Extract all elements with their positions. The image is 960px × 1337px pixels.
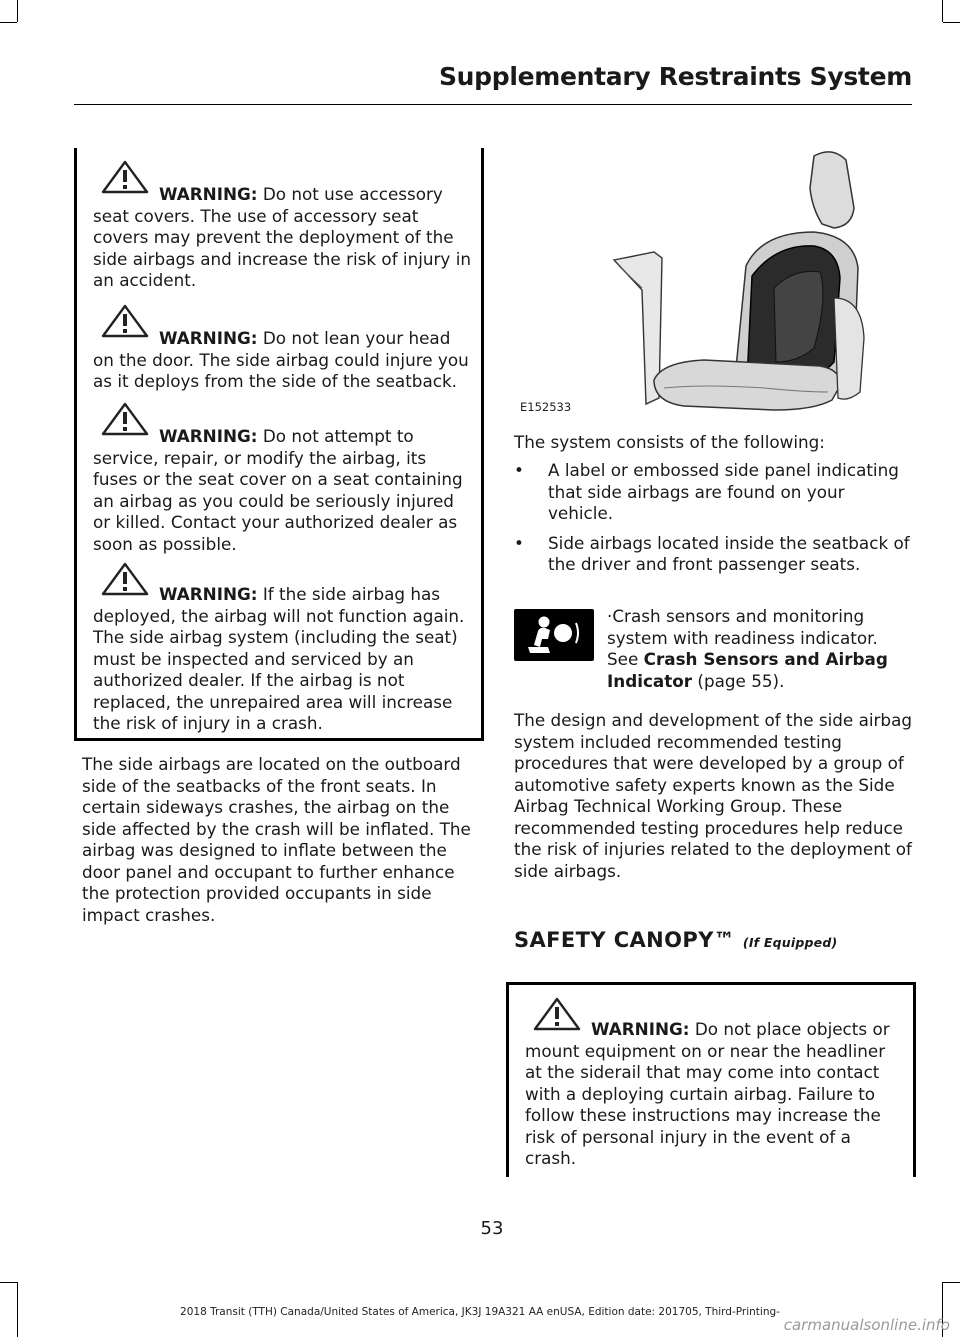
list-item (514, 460, 914, 525)
crop-mark (17, 0, 18, 22)
warning-text: on the door. The side airbag could injure you as it deploys from the side of the seatback. (93, 349, 469, 391)
footer-text: 2018 Transit (TTH) Canada/United States of America, JK3J 19A321 AA enUSA, Edition date: 201705, Third-Printing- (180, 1306, 780, 1318)
design-paragraph: The design and development of the side airbag system included recommended testing procedures that were developed by a group of automotive safety experts known as the Side Airbag Technical Working Group. These recommended testing procedures help reduce the risk of injuries related to the deployment of side airbags. (514, 710, 913, 881)
warning-first-line: Do not lean your head (262, 328, 451, 348)
list-item (514, 533, 914, 576)
warning-item (93, 584, 475, 735)
warning-label: WARNING: (591, 1019, 690, 1039)
warning-label: WARNING: (159, 184, 258, 204)
section-qualifier: (If Equipped) (742, 935, 838, 950)
warning-first-line: Do not place objects or (694, 1019, 890, 1039)
crop-mark (942, 0, 943, 22)
warning-item (93, 426, 475, 555)
warning-box (74, 148, 484, 741)
page-reference: (page 55). (697, 670, 785, 691)
warning-text: deployed, the airbag will not function again. The side airbag system (including the seat) must be inspected and serviced by an authorized dealer. If the airbag is not replaced, the unrepaired area will increase the risk of injury in a crash. (93, 605, 465, 733)
warning-first-line: Do not use accessory (262, 184, 443, 204)
page-title: Supplementary Restraints System (438, 62, 912, 91)
warning-first-line: If the side airbag has (262, 584, 441, 604)
warning-box (506, 982, 916, 1177)
crop-mark (943, 1282, 960, 1283)
list-item-text: A label or embossed side panel indicating that side airbags are found on your vehicle. (548, 460, 899, 523)
bullet-marker: • (514, 460, 524, 480)
bullet-marker: • (514, 532, 524, 553)
side-airbag-location-paragraph: The side airbags are located on the outboard side of the seatbacks of the front seats. In certain sideways crashes, the airbag on the side affected by the crash will be inflated. The airbag was designed to inflate between the door panel and occupant to further enhance the protection provided occupants in side impact crashes. (82, 754, 471, 925)
warning-first-line: Do not attempt to (262, 426, 414, 446)
warning-text: mount equipment on or near the headliner at the siderail that may come into contact with a deploying curtain airbag. Failure to follow these instructions may increase the risk of personal injury in the event of a crash. (525, 1040, 886, 1168)
warning-item (93, 328, 475, 393)
crop-mark (943, 22, 960, 23)
warning-item (93, 184, 475, 292)
warning-label: WARNING: (159, 426, 258, 446)
watermark: carmanualsonline.info (783, 1316, 950, 1334)
figure-code: E152533 (520, 400, 572, 414)
seat-airbag-illustration (514, 148, 914, 416)
warning-item (525, 1019, 907, 1170)
crash-sensor-link[interactable]: Crash Sensors and Airbag Indicator (607, 649, 888, 691)
section-title: SAFETY CANOPY™ (514, 928, 736, 952)
section-heading (514, 928, 837, 952)
crop-mark (0, 1282, 17, 1283)
header-rule (74, 104, 912, 105)
warning-text: seat covers. The use of accessory seat covers may prevent the deployment of the side airbags and increase the risk of injury in an accident. (93, 205, 471, 290)
crop-mark (0, 22, 17, 23)
crash-sensor-item (514, 606, 914, 692)
warning-label: WARNING: (159, 584, 258, 604)
system-components-list (514, 460, 914, 584)
page-number: 53 (480, 1218, 504, 1239)
list-item-text: Side airbags located inside the seatback of the driver and front passenger seats. (548, 532, 910, 574)
system-intro: The system consists of the following: (514, 432, 825, 452)
warning-text: service, repair, or modify the airbag, its fuses or the seat cover on a seat containing an airbag as you could be seriously injured or killed. Contact your authorized dealer as soon as possible. (93, 447, 463, 554)
crash-sensor-text: ·Crash sensors and monitoring system with readiness indicator. See (607, 606, 878, 669)
warning-label: WARNING: (159, 328, 258, 348)
